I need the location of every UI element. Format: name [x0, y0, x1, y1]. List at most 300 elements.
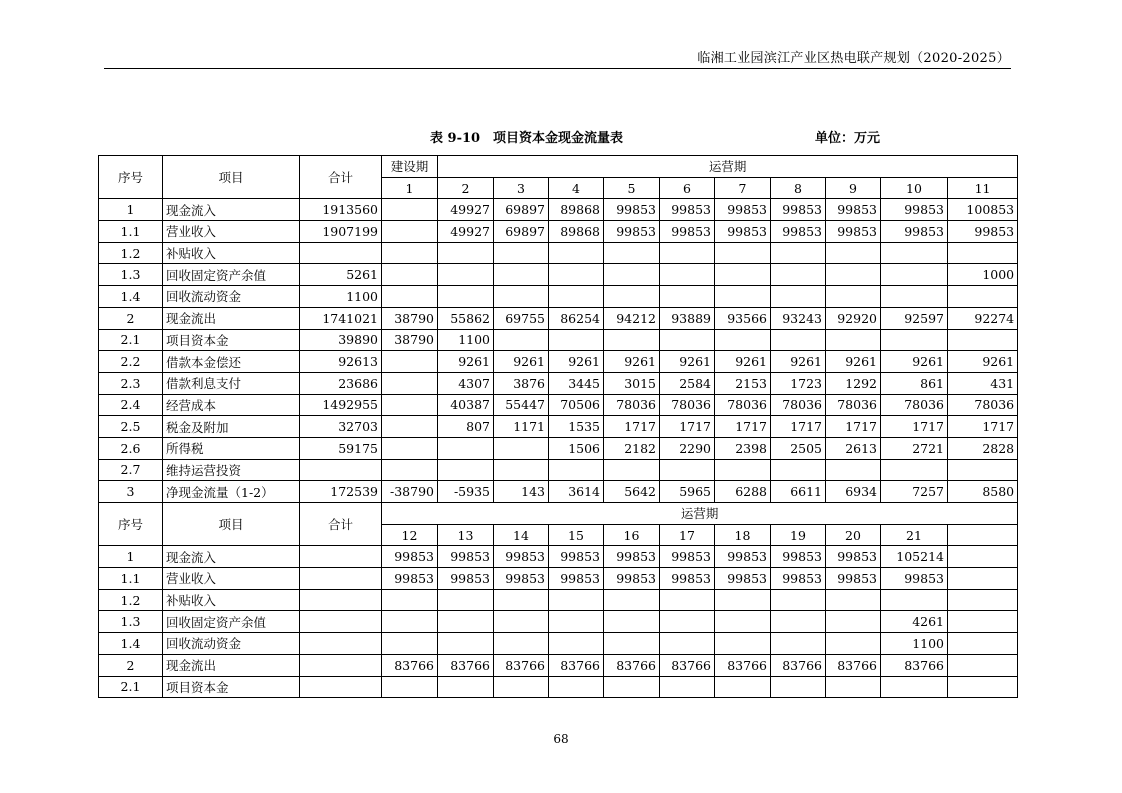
row-item: 回收流动资金 [163, 286, 300, 308]
row-value: 83766 [494, 654, 549, 676]
row-value: 4261 [881, 611, 948, 633]
row-value: 78036 [604, 394, 660, 416]
header-year: 19 [771, 524, 826, 546]
row-value [660, 264, 715, 286]
row-value [715, 264, 771, 286]
row-no: 1.1 [99, 568, 163, 590]
row-item: 借款利息支付 [163, 372, 300, 394]
row-value: 78036 [715, 394, 771, 416]
row-total [300, 568, 382, 590]
row-value [771, 329, 826, 351]
row-item: 现金流出 [163, 307, 300, 329]
row-value [771, 633, 826, 655]
row-value [948, 329, 1018, 351]
row-value: -5935 [438, 481, 494, 503]
row-item: 所得税 [163, 437, 300, 459]
row-value [826, 611, 881, 633]
header-year: 2 [438, 177, 494, 199]
row-value: 49927 [438, 221, 494, 243]
page-number: 68 [553, 732, 569, 746]
table-row [99, 589, 1018, 611]
page-header-title: 临湘工业园滨江产业区热电联产规划（2020-2025） [697, 51, 1010, 66]
row-value: 99853 [604, 568, 660, 590]
row-value: 38790 [382, 329, 438, 351]
row-value [438, 676, 494, 698]
row-no: 1.3 [99, 611, 163, 633]
row-value [660, 676, 715, 698]
row-value: 9261 [438, 351, 494, 373]
row-item: 回收固定资产余值 [163, 264, 300, 286]
row-value: 99853 [549, 546, 604, 568]
row-item: 经营成本 [163, 394, 300, 416]
row-value [948, 286, 1018, 308]
header-year: 7 [715, 177, 771, 199]
row-total [300, 611, 382, 633]
row-value [604, 611, 660, 633]
cash-flow-table-body [99, 156, 1018, 698]
row-value: 99853 [826, 568, 881, 590]
row-value [715, 459, 771, 481]
row-no: 1.4 [99, 633, 163, 655]
row-total: 1492955 [300, 394, 382, 416]
row-value [715, 633, 771, 655]
row-item: 回收流动资金 [163, 633, 300, 655]
row-value [948, 546, 1018, 568]
row-value: 5965 [660, 481, 715, 503]
row-no: 1.4 [99, 286, 163, 308]
row-value: 9261 [549, 351, 604, 373]
header-year: 13 [438, 524, 494, 546]
row-value: 2584 [660, 372, 715, 394]
table-row [99, 676, 1018, 698]
row-total: 1100 [300, 286, 382, 308]
row-value [660, 611, 715, 633]
row-value [549, 589, 604, 611]
row-no: 2.6 [99, 437, 163, 459]
row-value: 1100 [438, 329, 494, 351]
header-year: 14 [494, 524, 549, 546]
row-value: 83766 [771, 654, 826, 676]
row-value: 99853 [438, 568, 494, 590]
row-value [438, 242, 494, 264]
row-value [382, 611, 438, 633]
row-value: 93889 [660, 307, 715, 329]
table-row [99, 221, 1018, 243]
table-row [99, 437, 1018, 459]
header-year: 8 [771, 177, 826, 199]
header-year: 21 [881, 524, 948, 546]
row-value: 6934 [826, 481, 881, 503]
row-value [771, 676, 826, 698]
row-value: 143 [494, 481, 549, 503]
table-row [99, 459, 1018, 481]
row-value [881, 264, 948, 286]
row-value [881, 242, 948, 264]
row-value [549, 286, 604, 308]
row-value [715, 676, 771, 698]
row-value: 38790 [382, 307, 438, 329]
row-value: 99853 [771, 568, 826, 590]
row-total: 92613 [300, 351, 382, 373]
row-value [549, 633, 604, 655]
row-value [382, 221, 438, 243]
row-value: 83766 [604, 654, 660, 676]
row-value [438, 589, 494, 611]
row-value: 92274 [948, 307, 1018, 329]
header-construction-period: 建设期 [382, 156, 438, 178]
row-value: 99853 [660, 199, 715, 221]
row-value [382, 633, 438, 655]
row-value: 55862 [438, 307, 494, 329]
row-value: 83766 [826, 654, 881, 676]
header-operation-period: 运营期 [382, 503, 1018, 525]
row-value [771, 611, 826, 633]
row-value: 93566 [715, 307, 771, 329]
header-year [948, 524, 1018, 546]
row-value [715, 611, 771, 633]
row-no: 2.4 [99, 394, 163, 416]
row-value: 99853 [715, 199, 771, 221]
row-value: 2721 [881, 437, 948, 459]
row-value [660, 633, 715, 655]
header-year: 6 [660, 177, 715, 199]
row-value: 1535 [549, 416, 604, 438]
row-value: 99853 [771, 199, 826, 221]
row-value: 99853 [948, 221, 1018, 243]
row-value [549, 459, 604, 481]
row-value: 99853 [715, 221, 771, 243]
row-value: 89868 [549, 221, 604, 243]
table-row [99, 654, 1018, 676]
row-value [549, 329, 604, 351]
row-total [300, 633, 382, 655]
row-value: 9261 [494, 351, 549, 373]
header-year: 15 [549, 524, 604, 546]
header-no: 序号 [99, 503, 163, 546]
row-value [494, 611, 549, 633]
row-value: 7257 [881, 481, 948, 503]
row-value: 69755 [494, 307, 549, 329]
row-value [604, 242, 660, 264]
row-no: 1.3 [99, 264, 163, 286]
row-value: 78036 [771, 394, 826, 416]
row-value: 92920 [826, 307, 881, 329]
row-value: 861 [881, 372, 948, 394]
row-value: 1723 [771, 372, 826, 394]
row-value: 49927 [438, 199, 494, 221]
row-no: 2.3 [99, 372, 163, 394]
row-item: 净现金流量（1-2） [163, 481, 300, 503]
row-value: 55447 [494, 394, 549, 416]
row-value: 70506 [549, 394, 604, 416]
row-value [826, 264, 881, 286]
row-value [494, 589, 549, 611]
table-row [99, 372, 1018, 394]
row-value [494, 264, 549, 286]
header-no: 序号 [99, 156, 163, 199]
row-value: 99853 [604, 199, 660, 221]
row-total: 172539 [300, 481, 382, 503]
row-total: 32703 [300, 416, 382, 438]
row-value: 78036 [826, 394, 881, 416]
row-value: 2828 [948, 437, 1018, 459]
row-value: 78036 [948, 394, 1018, 416]
header-item: 项目 [163, 156, 300, 199]
row-item: 营业收入 [163, 568, 300, 590]
row-item: 现金流入 [163, 199, 300, 221]
row-no: 2.2 [99, 351, 163, 373]
table-unit: 单位：万元 [815, 131, 881, 146]
row-value: 3614 [549, 481, 604, 503]
header-rule [104, 68, 1011, 69]
row-value [438, 437, 494, 459]
table-row [99, 329, 1018, 351]
row-item: 补贴收入 [163, 242, 300, 264]
row-value: 69897 [494, 221, 549, 243]
row-value [382, 199, 438, 221]
row-no: 2 [99, 654, 163, 676]
row-value [771, 242, 826, 264]
row-value: 99853 [715, 568, 771, 590]
row-value: 9261 [771, 351, 826, 373]
row-value: 8580 [948, 481, 1018, 503]
row-total: 1907199 [300, 221, 382, 243]
row-total [300, 654, 382, 676]
row-value: 100853 [948, 199, 1018, 221]
header-year: 20 [826, 524, 881, 546]
row-value: 94212 [604, 307, 660, 329]
row-item: 营业收入 [163, 221, 300, 243]
header-year: 18 [715, 524, 771, 546]
header-year: 5 [604, 177, 660, 199]
row-value [826, 459, 881, 481]
row-value [604, 459, 660, 481]
row-value: 86254 [549, 307, 604, 329]
row-value [438, 611, 494, 633]
row-value [494, 437, 549, 459]
row-value [549, 676, 604, 698]
row-total [300, 459, 382, 481]
row-value [826, 633, 881, 655]
table-row [99, 307, 1018, 329]
row-value [826, 589, 881, 611]
row-total: 5261 [300, 264, 382, 286]
row-value: 2153 [715, 372, 771, 394]
row-value [948, 568, 1018, 590]
table-row [99, 199, 1018, 221]
row-value: 9261 [715, 351, 771, 373]
row-item: 项目资本金 [163, 329, 300, 351]
row-value [549, 264, 604, 286]
header-row [99, 156, 1018, 178]
row-value [549, 611, 604, 633]
row-value [660, 589, 715, 611]
row-value: 83766 [549, 654, 604, 676]
row-value: 99853 [494, 568, 549, 590]
row-value [826, 676, 881, 698]
row-value [948, 611, 1018, 633]
row-value: -38790 [382, 481, 438, 503]
row-item: 现金流入 [163, 546, 300, 568]
table-row [99, 416, 1018, 438]
row-value [382, 437, 438, 459]
row-value: 2613 [826, 437, 881, 459]
row-value: 6288 [715, 481, 771, 503]
row-value [660, 459, 715, 481]
row-value: 99853 [881, 221, 948, 243]
row-total: 1913560 [300, 199, 382, 221]
row-value [494, 329, 549, 351]
row-value [948, 654, 1018, 676]
row-value [438, 264, 494, 286]
row-value [494, 633, 549, 655]
row-value [948, 459, 1018, 481]
row-value: 99853 [881, 568, 948, 590]
header-year: 17 [660, 524, 715, 546]
row-value [948, 676, 1018, 698]
row-value: 6611 [771, 481, 826, 503]
row-value: 99853 [660, 546, 715, 568]
row-value [549, 242, 604, 264]
row-value [382, 416, 438, 438]
row-value: 9261 [881, 351, 948, 373]
row-value [881, 459, 948, 481]
row-value: 99853 [660, 221, 715, 243]
table-row [99, 264, 1018, 286]
row-no: 1 [99, 199, 163, 221]
row-value: 9261 [604, 351, 660, 373]
row-item: 税金及附加 [163, 416, 300, 438]
header-year: 1 [382, 177, 438, 199]
row-value [660, 286, 715, 308]
row-value: 83766 [881, 654, 948, 676]
row-value [382, 372, 438, 394]
row-value [438, 459, 494, 481]
header-year: 3 [494, 177, 549, 199]
row-value: 83766 [715, 654, 771, 676]
row-value: 105214 [881, 546, 948, 568]
table-row [99, 633, 1018, 655]
row-value [948, 633, 1018, 655]
row-value: 9261 [948, 351, 1018, 373]
row-value [826, 286, 881, 308]
header-year: 11 [948, 177, 1018, 199]
row-total [300, 242, 382, 264]
header-year: 4 [549, 177, 604, 199]
row-value: 99853 [604, 546, 660, 568]
row-value: 78036 [881, 394, 948, 416]
row-value [715, 242, 771, 264]
table-row [99, 546, 1018, 568]
row-value: 78036 [660, 394, 715, 416]
row-value [382, 242, 438, 264]
row-value: 1717 [881, 416, 948, 438]
header-year: 16 [604, 524, 660, 546]
row-no: 1.1 [99, 221, 163, 243]
row-value: 9261 [660, 351, 715, 373]
row-value: 99853 [881, 199, 948, 221]
header-item: 项目 [163, 503, 300, 546]
row-value [881, 329, 948, 351]
row-total: 23686 [300, 372, 382, 394]
table-row [99, 242, 1018, 264]
row-value: 83766 [382, 654, 438, 676]
row-no: 1.2 [99, 589, 163, 611]
row-item: 现金流出 [163, 654, 300, 676]
row-value: 99853 [771, 546, 826, 568]
row-value [382, 589, 438, 611]
row-value [826, 242, 881, 264]
row-value: 1100 [881, 633, 948, 655]
row-value: 40387 [438, 394, 494, 416]
header-year: 9 [826, 177, 881, 199]
row-value: 1292 [826, 372, 881, 394]
row-no: 2.1 [99, 329, 163, 351]
row-value [382, 676, 438, 698]
row-value [771, 264, 826, 286]
row-value: 5642 [604, 481, 660, 503]
row-value: 93243 [771, 307, 826, 329]
row-value [604, 286, 660, 308]
row-total: 1741021 [300, 307, 382, 329]
row-value: 9261 [826, 351, 881, 373]
header-row [99, 503, 1018, 525]
row-value: 83766 [660, 654, 715, 676]
table-row [99, 481, 1018, 503]
row-value [948, 242, 1018, 264]
row-value: 3876 [494, 372, 549, 394]
row-value [660, 242, 715, 264]
row-value [382, 394, 438, 416]
row-value [604, 676, 660, 698]
row-value [494, 242, 549, 264]
row-item: 补贴收入 [163, 589, 300, 611]
row-value: 2398 [715, 437, 771, 459]
row-item: 维持运营投资 [163, 459, 300, 481]
row-value: 431 [948, 372, 1018, 394]
row-item: 借款本金偿还 [163, 351, 300, 373]
header-operation-period: 运营期 [438, 156, 1018, 178]
row-value: 99853 [382, 546, 438, 568]
row-value [604, 264, 660, 286]
row-value: 83766 [438, 654, 494, 676]
row-item: 回收固定资产余值 [163, 611, 300, 633]
row-value [494, 676, 549, 698]
header-year: 12 [382, 524, 438, 546]
row-value: 99853 [549, 568, 604, 590]
row-value [660, 329, 715, 351]
header-total: 合计 [300, 503, 382, 546]
row-value: 89868 [549, 199, 604, 221]
row-value: 69897 [494, 199, 549, 221]
header-total: 合计 [300, 156, 382, 199]
row-value: 92597 [881, 307, 948, 329]
table-title: 表 9-10 项目资本金现金流量表 [430, 131, 624, 146]
row-value [771, 459, 826, 481]
row-value: 1000 [948, 264, 1018, 286]
row-value [715, 329, 771, 351]
row-value [715, 589, 771, 611]
row-total [300, 676, 382, 698]
row-value: 2505 [771, 437, 826, 459]
row-value: 3015 [604, 372, 660, 394]
row-value: 1171 [494, 416, 549, 438]
row-value: 2182 [604, 437, 660, 459]
row-value: 4307 [438, 372, 494, 394]
row-value: 3445 [549, 372, 604, 394]
row-value [881, 676, 948, 698]
row-total: 39890 [300, 329, 382, 351]
